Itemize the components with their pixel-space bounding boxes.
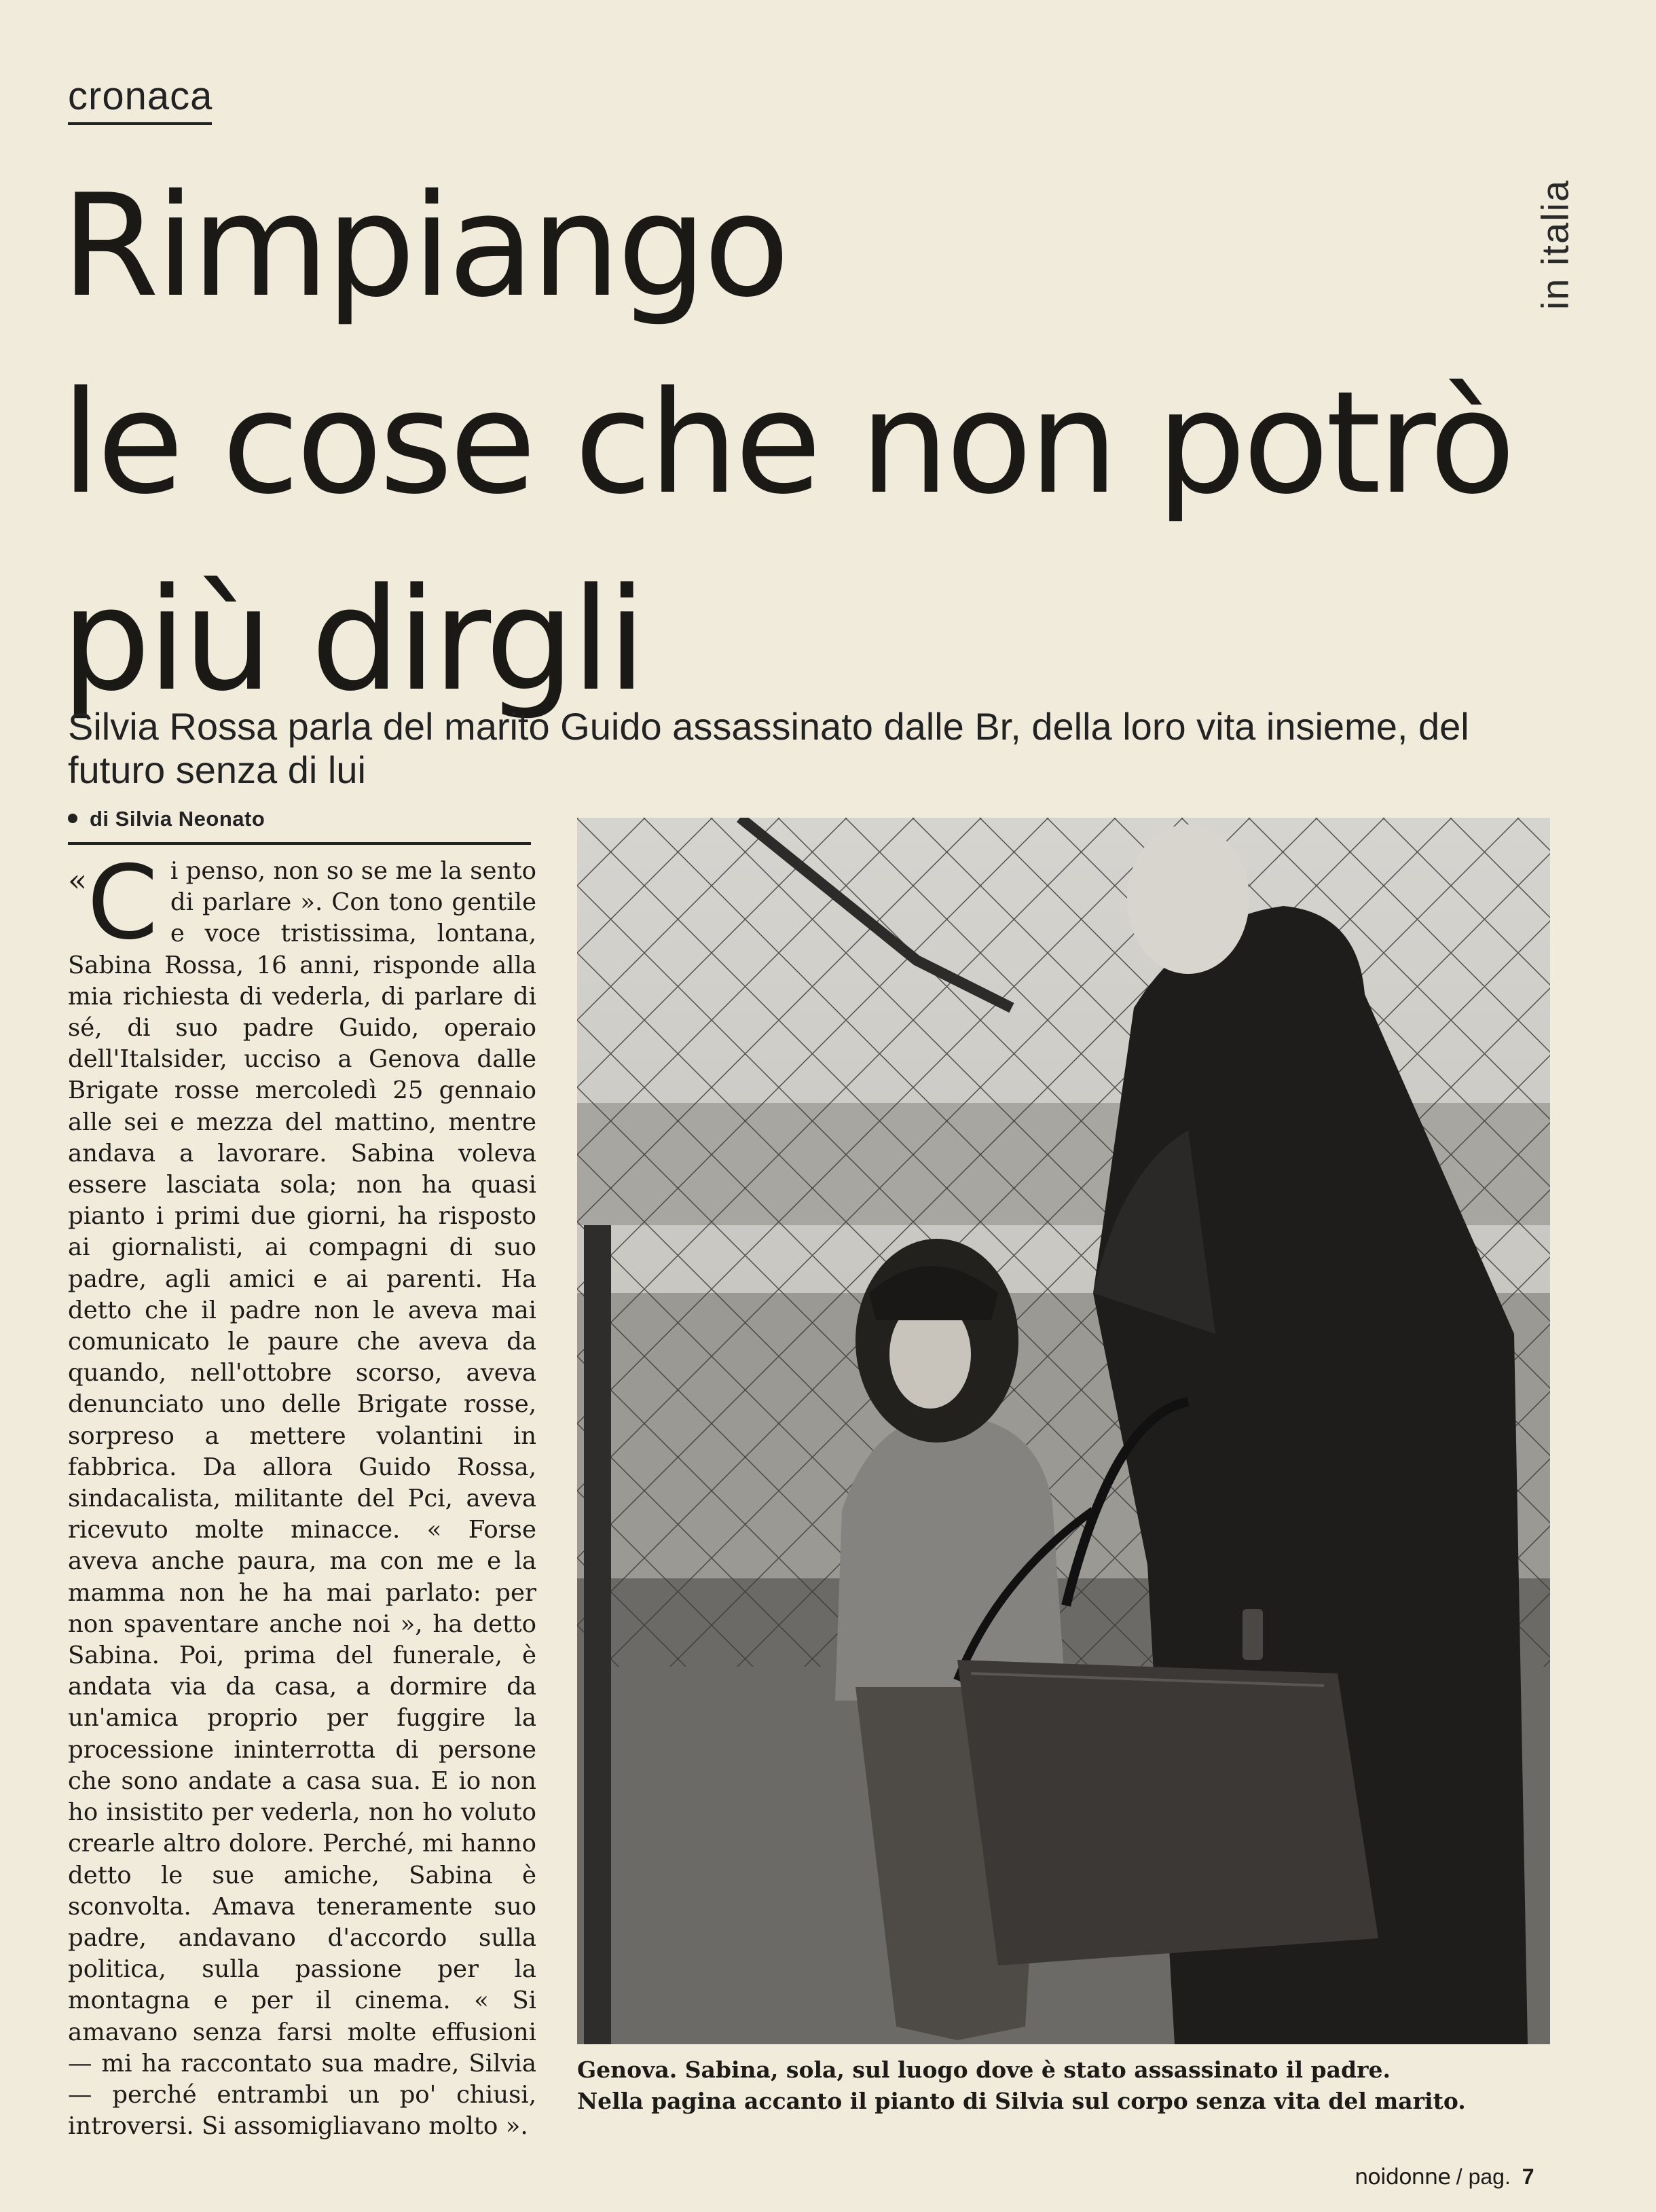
byline (68, 807, 265, 831)
dropcap (68, 844, 158, 962)
bullet-icon (68, 814, 77, 823)
article-text: i penso, non so se me la sento di parlare ». Con tono gentile e voce tristissima, lontana, Sabina Rossa, 16 anni, risponde alla mia richiesta di vederla, di parlare di sé, di suo padre Guido, operaio dell'Italsider, ucciso a Genova dalle Brigate rosse mercoledì 25 gennaio alle sei e mezza del mattino, mentre andava a lavorare. Sabina voleva essere lasciata sola; non ha quasi pianto i primi due giorni, ha risposto ai giornalisti, ai compagni di suo padre, agli amici e ai parenti. Ha detto che il padre non le aveva mai comunicato le paure che aveva da quando, nell'ottobre scorso, aveva denunciato uno delle Brigate rosse, sorpreso a mettere volantini in fabbrica. Da allora Guido Rossa, sindacalista, militante del Pci, aveva ricevuto molte minacce. « Forse aveva anche paura, ma con me e la mamma non he ha mai parlato: per non spaventare anche noi », ha detto Sabina. Poi, prima del funerale, è andata via da casa, a dormire da un'amica proprio per fuggire la processione ininterrotta di persone che sono andate a casa sua. E io non ho insistito per vederla, non ho voluto crearle altro dolore. Perché, mi hanno detto le sue amiche, Sabina è sconvolta. Amava teneramente suo padre, andavano d'accordo sulla politica, sulla passione per la montagna e per il cinema. « Si amavano senza farsi molte effusioni — mi ha raccontato sua madre, Silvia — perché entrambi un po' chiusi, introversi. Si assomigliavano molto ». (68, 857, 536, 2141)
section-label: cronaca (68, 74, 213, 118)
caption-line-1: Genova. Sabina, sola, sul luogo dove è stato assassinato il padre. (577, 2056, 1391, 2083)
dropcap-quote: « (68, 862, 88, 899)
article-photo (577, 818, 1550, 2044)
footer-separator: / pag. (1450, 2164, 1517, 2189)
headline-line-1: Rimpiango (61, 164, 787, 329)
magazine-name: noidonne (1355, 2164, 1450, 2190)
caption-line-2: Nella pagina accanto il pianto di Silvia sul corpo senza vita del marito. (577, 2088, 1466, 2114)
photo-caption (577, 2054, 1596, 2117)
subtitle: Silvia Rossa parla del marito Guido assassinato dalle Br, della loro vita insieme, del futuro senza di lui (68, 705, 1469, 791)
headline-line-2: le cose che non potrò (61, 361, 1513, 526)
page-footer (1355, 2164, 1534, 2190)
photo-illustration (577, 818, 1550, 2044)
page-number: 7 (1522, 2164, 1534, 2189)
article-body (68, 844, 536, 2142)
headline (61, 148, 1528, 739)
headline-line-3: più dirgli (61, 558, 644, 723)
byline-text: di Silvia Neonato (90, 807, 265, 831)
side-tag: in italia (1533, 179, 1577, 310)
dropcap-letter: C (87, 844, 158, 962)
section-rule (68, 122, 212, 125)
fence-post (584, 1225, 611, 2044)
